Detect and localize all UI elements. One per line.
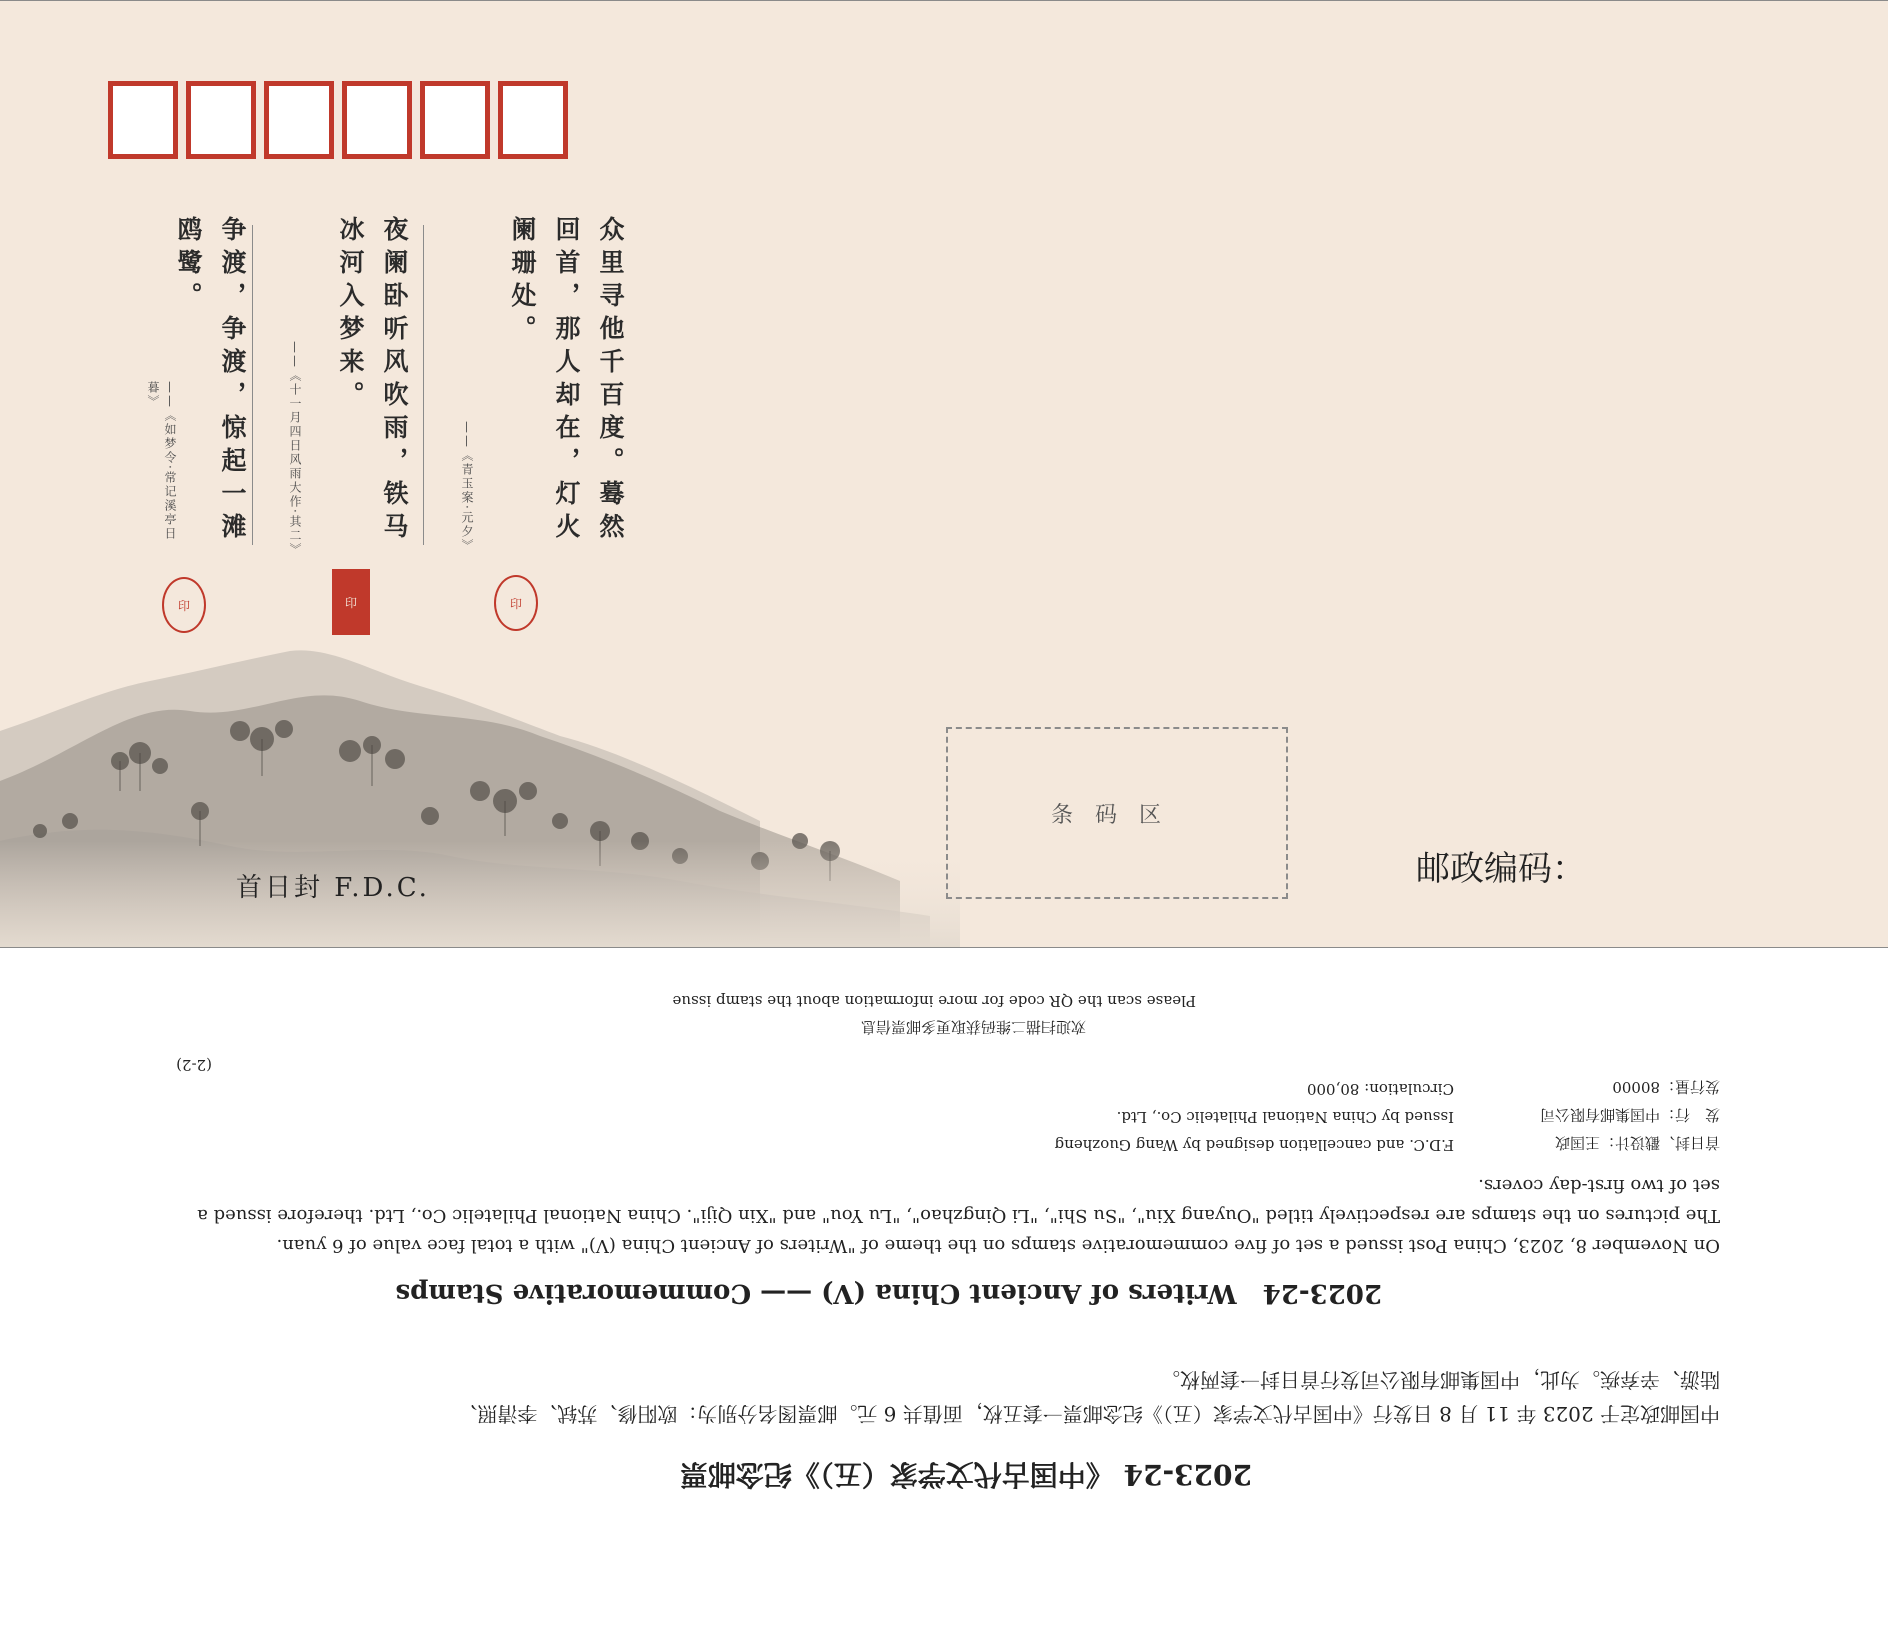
back-text-rotated xyxy=(0,948,1888,1628)
postcode-boxes xyxy=(108,81,568,159)
poem-3-source: ——《如梦令·常记溪亭日暮》 xyxy=(146,381,177,541)
poem-3-text: 争渡，争渡，惊起一滩鸥鹭。 xyxy=(174,216,247,546)
back-body-en-line-3: set of two first-day covers. xyxy=(1478,1175,1720,1196)
postcode-box[interactable] xyxy=(264,81,334,159)
issuer-cn: 发 行：中国集邮有限公司 xyxy=(1539,1106,1720,1124)
set-number: (2-2) xyxy=(176,1056,212,1074)
divider-line xyxy=(423,225,424,545)
designer-en: F.D.C. and cancellation designed by Wang Guozheng xyxy=(1054,1136,1454,1154)
issuer-en: Issued by China National Philatelic Co., Ltd. xyxy=(1116,1108,1454,1126)
postcode-box[interactable] xyxy=(108,81,178,159)
cover-back xyxy=(0,948,1888,1628)
poem-2-text: 夜阑卧听风吹雨，铁马冰河入梦来。 xyxy=(336,216,409,546)
seal-stamp-3: 印 xyxy=(162,577,206,633)
back-body-cn-line-2: 陆游、辛弃疾。为此，中国集邮有限公司发行首日封一套两枚。 xyxy=(1160,1368,1720,1392)
back-body-en-line-1: On November 8, 2023, China Post issued a set of five commemorative stamps on the theme of "Writers of Ancient China (V)" with a total face value of 6 yuan. xyxy=(276,1235,1720,1256)
postcode-box[interactable] xyxy=(498,81,568,159)
qr-note-cn: 欢迎扫描二维码获取更多邮票信息 xyxy=(860,1018,1086,1036)
qr-note-en: Please scan the QR code for more information about the stamp issue xyxy=(672,992,1196,1010)
back-title-en: 2023-24 Writers of Ancient China (V) —— Commemorative Stamps xyxy=(395,1278,1382,1308)
postcode-box[interactable] xyxy=(342,81,412,159)
back-body-cn-line-1: 中国邮政定于 2023 年 11 月 8 日发行《中国古代文学家（五）》纪念邮票一套五枚，面值共 6 元。邮票图名分别为：欧阳修、苏轼、李清照、 xyxy=(457,1402,1720,1426)
barcode-label: 条码区 xyxy=(1050,802,1183,828)
seal-stamp-1: 印 xyxy=(494,575,538,631)
circulation-en: Circulation: 80,000 xyxy=(1306,1080,1454,1098)
barcode-area xyxy=(946,727,1288,899)
poem-1-source: ——《青玉案·元夕》 xyxy=(460,421,474,553)
circulation-cn: 发行量：80000 xyxy=(1612,1078,1720,1096)
seal-stamp-2: 印 xyxy=(332,569,370,635)
postcode-box[interactable] xyxy=(186,81,256,159)
ink-landscape-illustration xyxy=(0,641,960,948)
poem-1-text: 众里寻他千百度。蓦然回首，那人却在，灯火阑珊处。 xyxy=(508,216,625,546)
postal-code-label: 邮政编码： xyxy=(1416,849,1586,889)
poem-2-source: ——《十一月四日风雨大作·其二》 xyxy=(288,341,302,557)
back-body-en-line-2: The pictures on the stamps are respectively titled "Ouyang Xiu", "Su Shi", "Li Qingzhao", "Lu You" and "Xin Qiji". China National Philatelic Co., Ltd. therefore issued a xyxy=(197,1205,1720,1226)
designer-cn: 首日封、戳设计：王国政 xyxy=(1554,1134,1720,1152)
postcode-box[interactable] xyxy=(420,81,490,159)
fdc-label: 首日封 F.D.C. xyxy=(236,873,430,903)
back-title-cn: 2023-24 《中国古代文学家（五）》纪念邮票 xyxy=(679,1458,1252,1491)
